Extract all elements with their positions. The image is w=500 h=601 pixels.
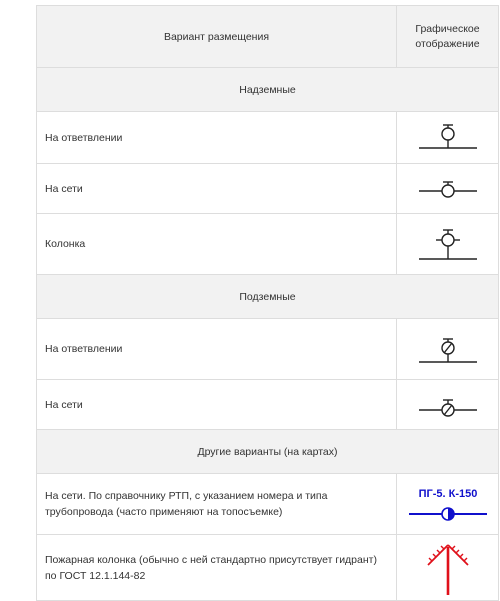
symbol-cell bbox=[397, 319, 499, 380]
symbol-cell bbox=[397, 535, 499, 601]
hydrant-under-network-icon bbox=[413, 390, 483, 420]
table-row bbox=[37, 164, 499, 214]
section-row-above-ground bbox=[37, 68, 499, 112]
table-row bbox=[37, 535, 499, 601]
section-row-other bbox=[37, 430, 499, 474]
fire-column-arrow-icon bbox=[418, 539, 478, 597]
row-label: На сети bbox=[37, 164, 397, 214]
table-row bbox=[37, 380, 499, 430]
row-label: Пожарная колонка (обычно с ней стандартно присутствует гидрант) по ГОСТ 12.1.144-82 bbox=[37, 535, 397, 601]
hydrant-under-branch-icon bbox=[413, 329, 483, 369]
table-header-row bbox=[37, 6, 499, 68]
section-title-other: Другие варианты (на картах) bbox=[37, 430, 499, 474]
hydrant-column-icon bbox=[413, 219, 483, 269]
symbol-cell bbox=[397, 474, 499, 535]
table-row bbox=[37, 474, 499, 535]
row-label: На ответвлении bbox=[37, 319, 397, 380]
section-title-above-ground: Надземные bbox=[37, 68, 499, 112]
hydrant-rtp-map-icon bbox=[403, 482, 493, 526]
row-label: Колонка bbox=[37, 214, 397, 275]
symbol-cell bbox=[397, 214, 499, 275]
hydrant-rtp-label: ПГ-5. К-150 bbox=[418, 488, 477, 500]
header-graphic: Графическое отображение bbox=[397, 6, 499, 68]
hydrant-above-network-icon bbox=[413, 174, 483, 204]
header-placement: Вариант размещения bbox=[37, 6, 397, 68]
hydrant-symbols-table bbox=[36, 5, 499, 601]
section-title-underground: Подземные bbox=[37, 275, 499, 319]
symbol-cell bbox=[397, 164, 499, 214]
row-label: На сети. По справочнику РТП, с указанием номера и типа трубопровода (часто применяют на топосъемке) bbox=[37, 474, 397, 535]
row-label: На сети bbox=[37, 380, 397, 430]
table-row bbox=[37, 112, 499, 164]
section-row-underground bbox=[37, 275, 499, 319]
symbol-cell bbox=[397, 112, 499, 164]
hydrant-above-branch-icon bbox=[413, 118, 483, 158]
table-row bbox=[37, 319, 499, 380]
table-row bbox=[37, 214, 499, 275]
row-label: На ответвлении bbox=[37, 112, 397, 164]
symbol-cell bbox=[397, 380, 499, 430]
